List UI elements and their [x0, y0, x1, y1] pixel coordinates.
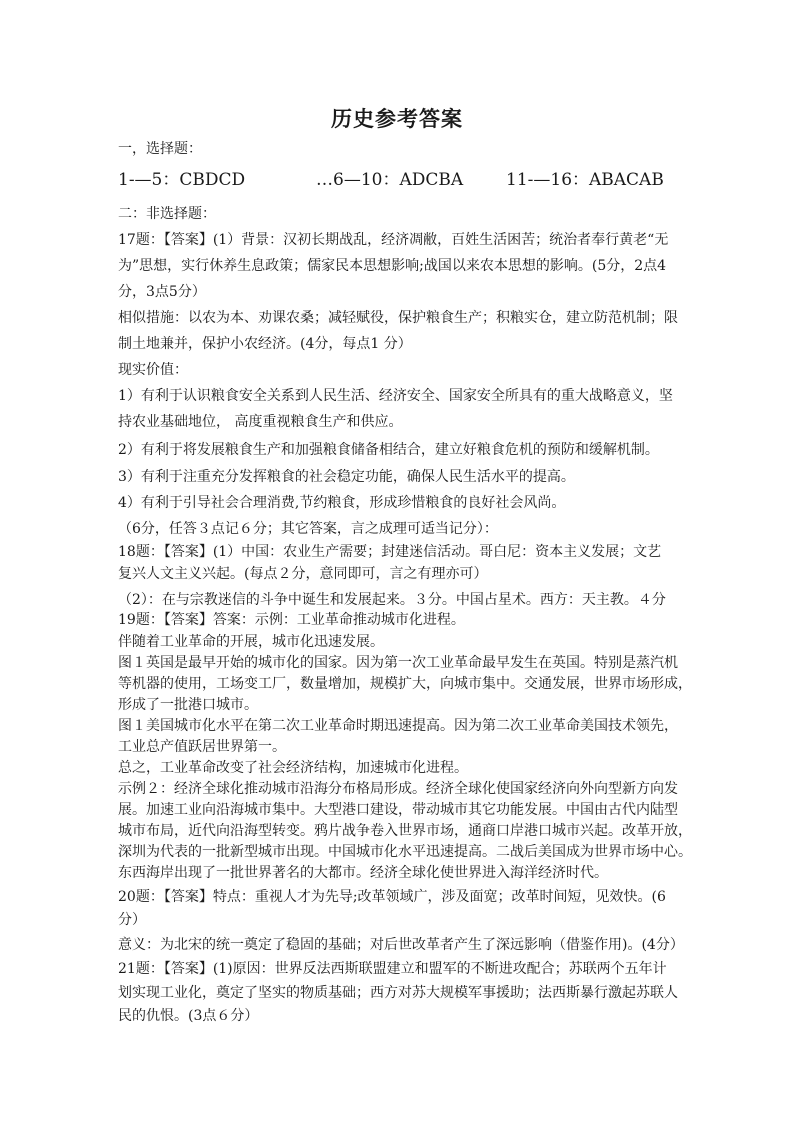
section-1-heading: 一，选择题： [118, 141, 202, 157]
q21-line: 21题：【答案】(1)原因：世界反法西斯联盟建立和盟军的不断进攻配合；苏联两个五年计 [118, 961, 667, 977]
q19-line: 伴随着工业革命的开展，城市化迅速发展。 [118, 634, 384, 650]
q19-line: 工业总产值跃居世界第一。 [118, 739, 286, 755]
q17-line: 为”思想，实行休养生息政策；儒家民本思想影响;战国以来农本思想的影响。(5分，2点4 [118, 258, 667, 274]
mc-answers-11-16: 11-—16：ABACAB [506, 170, 664, 190]
q19-line: 城市布局，近代向沿海型转变。鸦片战争卷入世界市场，通商口岸港口城市兴起。改革开放， [118, 823, 692, 839]
q19-line: 19题：【答案】答案：示例：工业革命推动城市化进程。 [118, 612, 465, 628]
q20-line: 20题：【答案】特点：重视人才为先导;改革领域广，涉及面宽；改革时间短，见效快。(6 [118, 889, 666, 905]
q17-line: 相似措施：以农为本、劝课农桑；减轻赋役，保护粮食生产；积粮实仓，建立防范机制；限 [118, 310, 678, 326]
q18-line: 18题：【答案】(1）中国：农业生产需要；封建迷信活动。哥白尼：资本主义发展；文艺 [118, 544, 662, 560]
q17-line: 17题：【答案】(1）背景：汉初长期战乱，经济凋敝，百姓生活困苦；统治者奉行黄老“无 [118, 232, 669, 248]
q19-line: 图１英国是最早开始的城市化的国家。因为第一次工业革命最早发生在英国。特别是蒸汽机 [118, 655, 678, 671]
q21-line: 划实现工业化，奠定了坚实的物质基础；西方对苏大规模军事援助；法西斯暴行激起苏联人 [118, 985, 678, 1001]
q19-line: 形成了一批港口城市。 [118, 697, 258, 713]
q18-line: （2）：在与宗教迷信的斗争中诞生和发展起来。３分。中国占星术。西方：天主教。４分 [118, 592, 666, 608]
q21-line: 民的仇恨。(3点６分） [118, 1008, 259, 1024]
section-2-heading: 二：非选择题： [118, 206, 216, 222]
q18-line: 复兴人文主义兴起。(每点２分，意同即可，言之有理亦可） [118, 566, 488, 582]
q17-line: 制土地兼并，保护小农经济。(4分，每点1 分） [118, 336, 412, 352]
q17-line: （6分，任答３点记６分；其它答案，言之成理可适当记分）： [118, 521, 498, 537]
q19-line: 总之，工业革命改变了社会经济结构，加速城市化进程。 [118, 760, 468, 776]
q17-line: 2）有利于将发展粮食生产和加强粮食储备相结合，建立好粮食危机的预防和缓解机制。 [118, 442, 659, 458]
q17-line: 1）有利于认识粮食安全关系到人民生活、经济安全、国家安全所具有的重大战略意义，坚 [118, 388, 673, 404]
q17-line: 持农业基础地位， 高度重视粮食生产和供应。 [118, 414, 403, 430]
q20-line: 意义：为北宋的统一奠定了稳固的基础；对后世改革者产生了深远影响（借鉴作用)。(4分） [118, 937, 684, 953]
q19-line: 深圳为代表的一批新型城市出现。中国城市化水平迅速提高。二战后美国成为世界市场中心。 [118, 844, 692, 860]
page-title: 历史参考答案 [331, 106, 463, 131]
q17-line: 现实价值： [118, 362, 188, 378]
mc-answers-6-10: …6—10：ADCBA [316, 170, 464, 190]
q17-line: 分，3点5分） [118, 284, 206, 300]
q17-line: 3）有利于注重充分发挥粮食的社会稳定功能，确保人民生活水平的提高。 [118, 469, 575, 485]
q19-line: 东西海岸出现了一批世界著名的大都市。经济全球化使世界进入海洋经济时代。 [118, 865, 608, 881]
q19-line: 示例２：经济全球化推动城市沿海分布格局形成。经济全球化使国家经济向外向型新方向发 [118, 781, 678, 797]
q19-line: 等机器的使用，工场变工厂，数量增加，规模扩大，向城市集中。交通发展，世界市场形成， [118, 676, 692, 692]
q19-line: 图１美国城市化水平在第二次工业革命时期迅速提高。因为第二次工业革命美国技术领先， [118, 718, 678, 734]
q19-line: 展。加速工业向沿海城市集中。大型港口建设，带动城市其它功能发展。中国由古代内陆型 [118, 802, 678, 818]
mc-answers-1-5: 1-—5：CBDCD [118, 170, 246, 190]
q17-line: 4）有利于引导社会合理消费,节约粮食，形成珍惜粮食的良好社会风尚。 [118, 495, 566, 511]
q20-line: 分） [118, 912, 146, 928]
